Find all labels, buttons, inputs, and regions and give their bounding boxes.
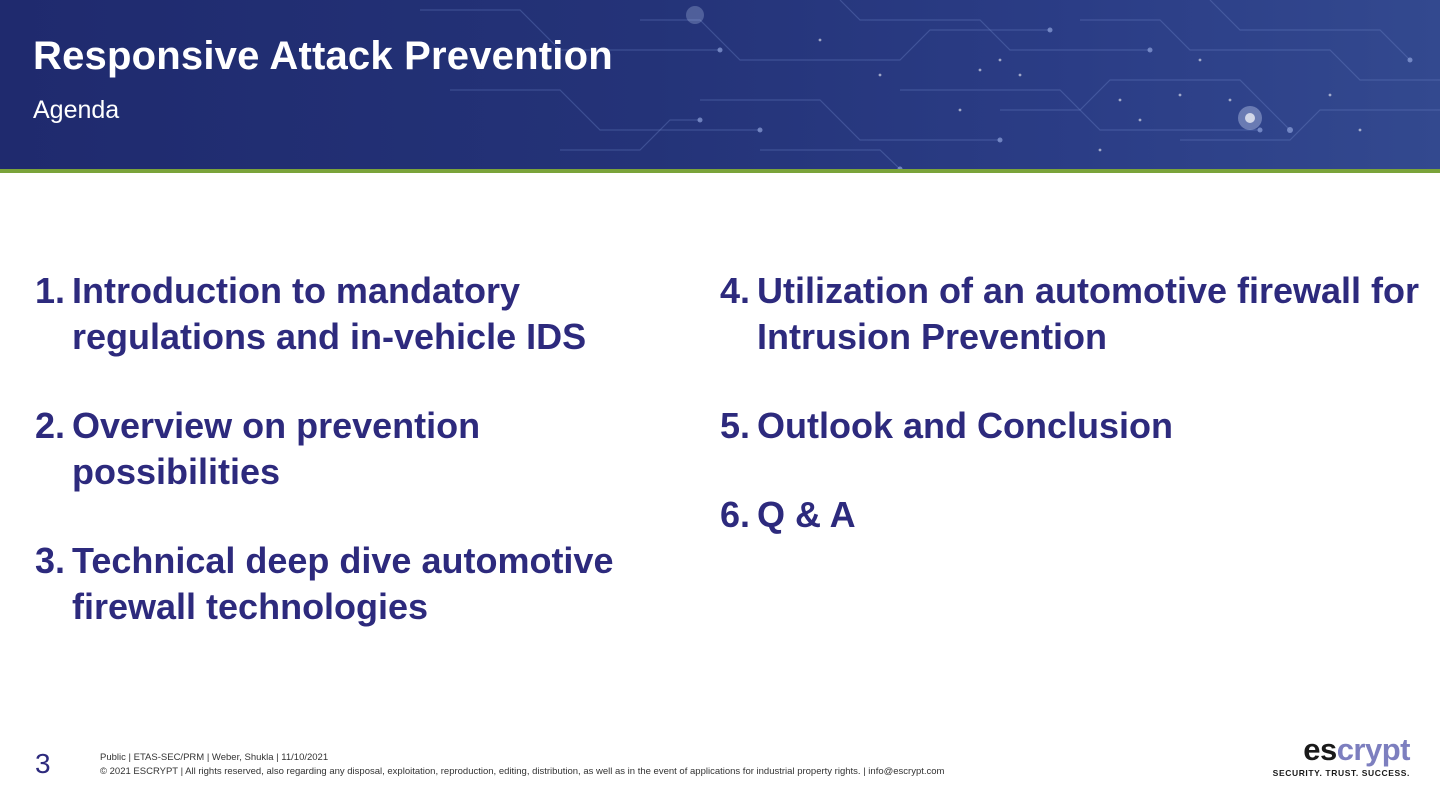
logo-wordmark xyxy=(1303,733,1410,767)
page-number: 3 xyxy=(35,748,51,779)
agenda-item-number: 3. xyxy=(35,540,66,581)
agenda-item-text: Q & A xyxy=(757,494,856,535)
escrypt-logo xyxy=(1272,732,1410,779)
agenda-item-number: 5. xyxy=(720,405,751,446)
slide-subtitle: Agenda xyxy=(33,96,120,124)
agenda-item-text: Outlook and Conclusion xyxy=(757,405,1173,446)
logo-wordmark-es: es xyxy=(1303,732,1337,767)
agenda-item-text: Technical deep dive automotive firewall technologies xyxy=(72,540,614,627)
agenda-item-text: Overview on prevention possibilities xyxy=(72,405,481,492)
agenda-list-right xyxy=(720,268,1420,581)
agenda-item-number: 2. xyxy=(35,405,66,446)
header-accent-line xyxy=(0,169,1440,173)
circuit-background-graphic xyxy=(0,0,1440,169)
footer-classification: Public | ETAS-SEC/PRM | Weber, Shukla | 11/10/2021 xyxy=(100,752,329,763)
agenda-item-number: 1. xyxy=(35,270,66,311)
header-banner xyxy=(0,0,1440,169)
agenda-item-text: Utilization of an automotive firewall for Intrusion Prevention xyxy=(757,270,1420,357)
agenda-item-number: 4. xyxy=(720,270,751,311)
agenda-item-number: 6. xyxy=(720,494,751,535)
agenda-item xyxy=(35,403,675,495)
agenda-list-left xyxy=(35,268,675,673)
agenda-item xyxy=(720,403,1420,449)
agenda-item xyxy=(720,492,1420,538)
footer-copyright: © 2021 ESCRYPT | All rights reserved, also regarding any disposal, exploitation, reproduction, editing, distribution, as well as in the event of applications for industrial property rights. | info@escrypt.com xyxy=(100,766,945,777)
agenda-item-text: Introduction to mandatory regulations and in-vehicle IDS xyxy=(72,270,587,357)
agenda-item xyxy=(720,268,1420,360)
logo-tagline: SECURITY. TRUST. SUCCESS. xyxy=(1272,768,1410,778)
logo-wordmark-crypt: crypt xyxy=(1336,732,1410,767)
slide-title: Responsive Attack Prevention xyxy=(33,34,613,78)
agenda-item xyxy=(35,538,675,630)
agenda-item xyxy=(35,268,675,360)
